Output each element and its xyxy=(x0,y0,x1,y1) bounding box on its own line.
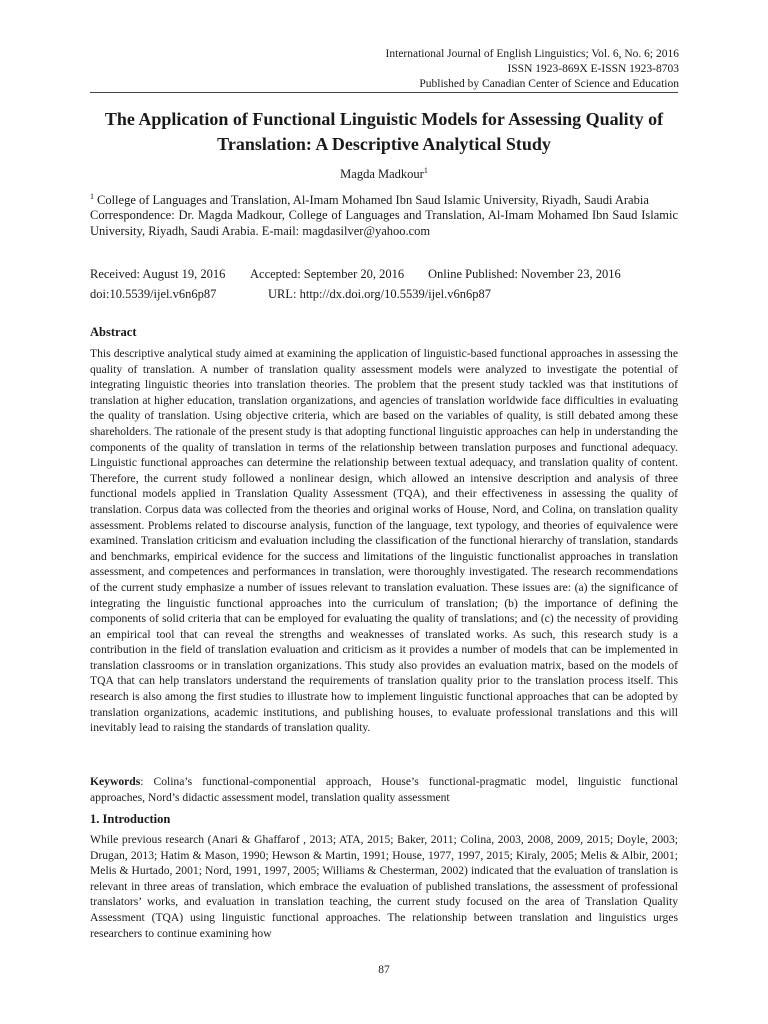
publication-dates xyxy=(90,264,678,304)
keywords xyxy=(90,774,678,805)
affiliation-text: College of Languages and Translation, Al-Imam Mohamed Ibn Saud Islamic University, Riyadh, Saudi Arabia xyxy=(97,193,649,208)
accepted-date: Accepted: September 20, 2016 xyxy=(250,267,405,281)
introduction-body: While previous research (Anari & Ghaffarof , 2013; ATA, 2015; Baker, 2011; Colina, 2003, 2008, 2009, 2015; Doyle, 2003; Drugan, 2013; Hatim & Mason, 1990; Hewson & Martin, 1991; House, 1977, 1997, 2015; Kiraly, 2005; Melis & Albir, 2001; Melis & Hurtado, 2001; Nord, 1991, 1997, 2005; Williams & Chesterman, 2002) indicated that the evaluation of translation is relevant in three areas of translation, which embrace the evaluation of published translations, the assessment of professional translators’ works, and evaluation in translation teaching, the current study focused on the area of Translation Quality Assessment (TQA) using linguistic functional approaches. The relationship between translation and linguistics urges researchers to continue examining how xyxy=(90,833,678,940)
author-line xyxy=(90,166,678,182)
keywords-label: Keywords xyxy=(90,775,141,788)
publisher-line: Published by Canadian Center of Science and Education xyxy=(419,78,679,90)
paper-title: The Application of Functional Linguistic Models for Assessing Quality of Translation: A Descriptive Analytical Study xyxy=(104,109,664,154)
doi-text: doi:10.5539/ijel.v6n6p87 xyxy=(90,287,217,301)
running-header xyxy=(386,47,679,92)
header-divider xyxy=(90,92,678,93)
author-superscript: 1 xyxy=(423,166,428,175)
keywords-text: : Colina’s functional-componential approach, House’s functional-pragmatic model, linguistic functional approaches, Nord’s didactic assessment model, translation quality assessment xyxy=(90,775,678,804)
journal-citation: International Journal of English Linguistics; Vol. 6, No. 6; 2016 xyxy=(385,48,679,60)
affiliation xyxy=(90,189,678,208)
author-name: Magda Madkour xyxy=(340,167,424,182)
received-date: Received: August 19, 2016 xyxy=(90,267,226,281)
introduction-heading: 1. Introduction xyxy=(90,812,171,826)
url-link[interactable]: URL: http://dx.doi.org/10.5539/ijel.v6n6p87 xyxy=(268,287,492,301)
issn-line: ISSN 1923-869X E-ISSN 1923-8703 xyxy=(507,63,679,75)
abstract-heading: Abstract xyxy=(90,325,137,339)
abstract-body: This descriptive analytical study aimed at examining the application of linguistic-based functional approaches in assessing the quality of translation. A number of translation quality assessment models were analyzed to investigate the potential of integrating linguistic theories into translation theories. The problem that the present study tackled was that institutions of translation at higher education, translation organizations, and agencies of translation worldwide face difficulties in evaluating the quality of translation. Using objective criteria, which are based on the variables of quality, is still debated among these shareholders. The rationale of the present study is that adopting functional linguistic approaches can help in understanding the components of the quality of translation in terms of the relationship between translation purposes and functional adequacy. Linguistic functional approaches can determine the relationship between textual adequacy, and translation quality of content. Therefore, the current study followed a nonlinear design, which allowed an intensive description and analysis of three functional models applied in Translation Quality Assessment (TQA), and their effectiveness in assessing the quality of translation. Corpus data was collected from the theories and original works of House, Nord, and Colina, on translation quality assessment. Problems related to discourse analysis, function of the language, text typology, and theories of equivalence were examined. Translation criticism and evaluation including the classification of the functional hierarchy of translation, standards and benchmarks, empirical evidence for the success and limitations of the linguistic functionalist approaches in translation assessment, and competences and performances in translation, were thoroughly investigated. The research recommendations of the current study emphasize a number of issues relevant to translation evaluation. These issues are: (a) the significance of integrating the linguistic functional approaches into the curriculum of translation; (b) the importance of defining the components of solid criteria that can be employed for evaluating the quality of translations; and (c) the necessity of providing an empirical tool that can reveal the strengths and weaknesses of translated works. As such, this research study is a contribution in the field of translation evaluation and criticism as it provides a number of models that can be implemented in translation classrooms or in translation organizations. This study also provides an evaluation matrix, based on the models of TQA that can help translators understand the requirements of translation quality prior to the translation process itself. This research is also among the first studies to illustrate how to implement linguistic functional approaches that can be adopted by translation organizations, academic institutions, and publishing houses, to evaluate professional translations and this will inevitably lead to raising the standards of translation quality. xyxy=(90,347,678,735)
page-number: 87 xyxy=(378,964,390,976)
correspondence: Correspondence: Dr. Magda Madkour, College of Languages and Translation, Al-Imam Mohamed Ibn Saud Islamic University, Riyadh, Saudi Arabia. E-mail: magdasilver@yahoo.com xyxy=(90,208,678,238)
published-date: Online Published: November 23, 2016 xyxy=(428,267,621,281)
affiliation-superscript: 1 xyxy=(90,192,94,201)
